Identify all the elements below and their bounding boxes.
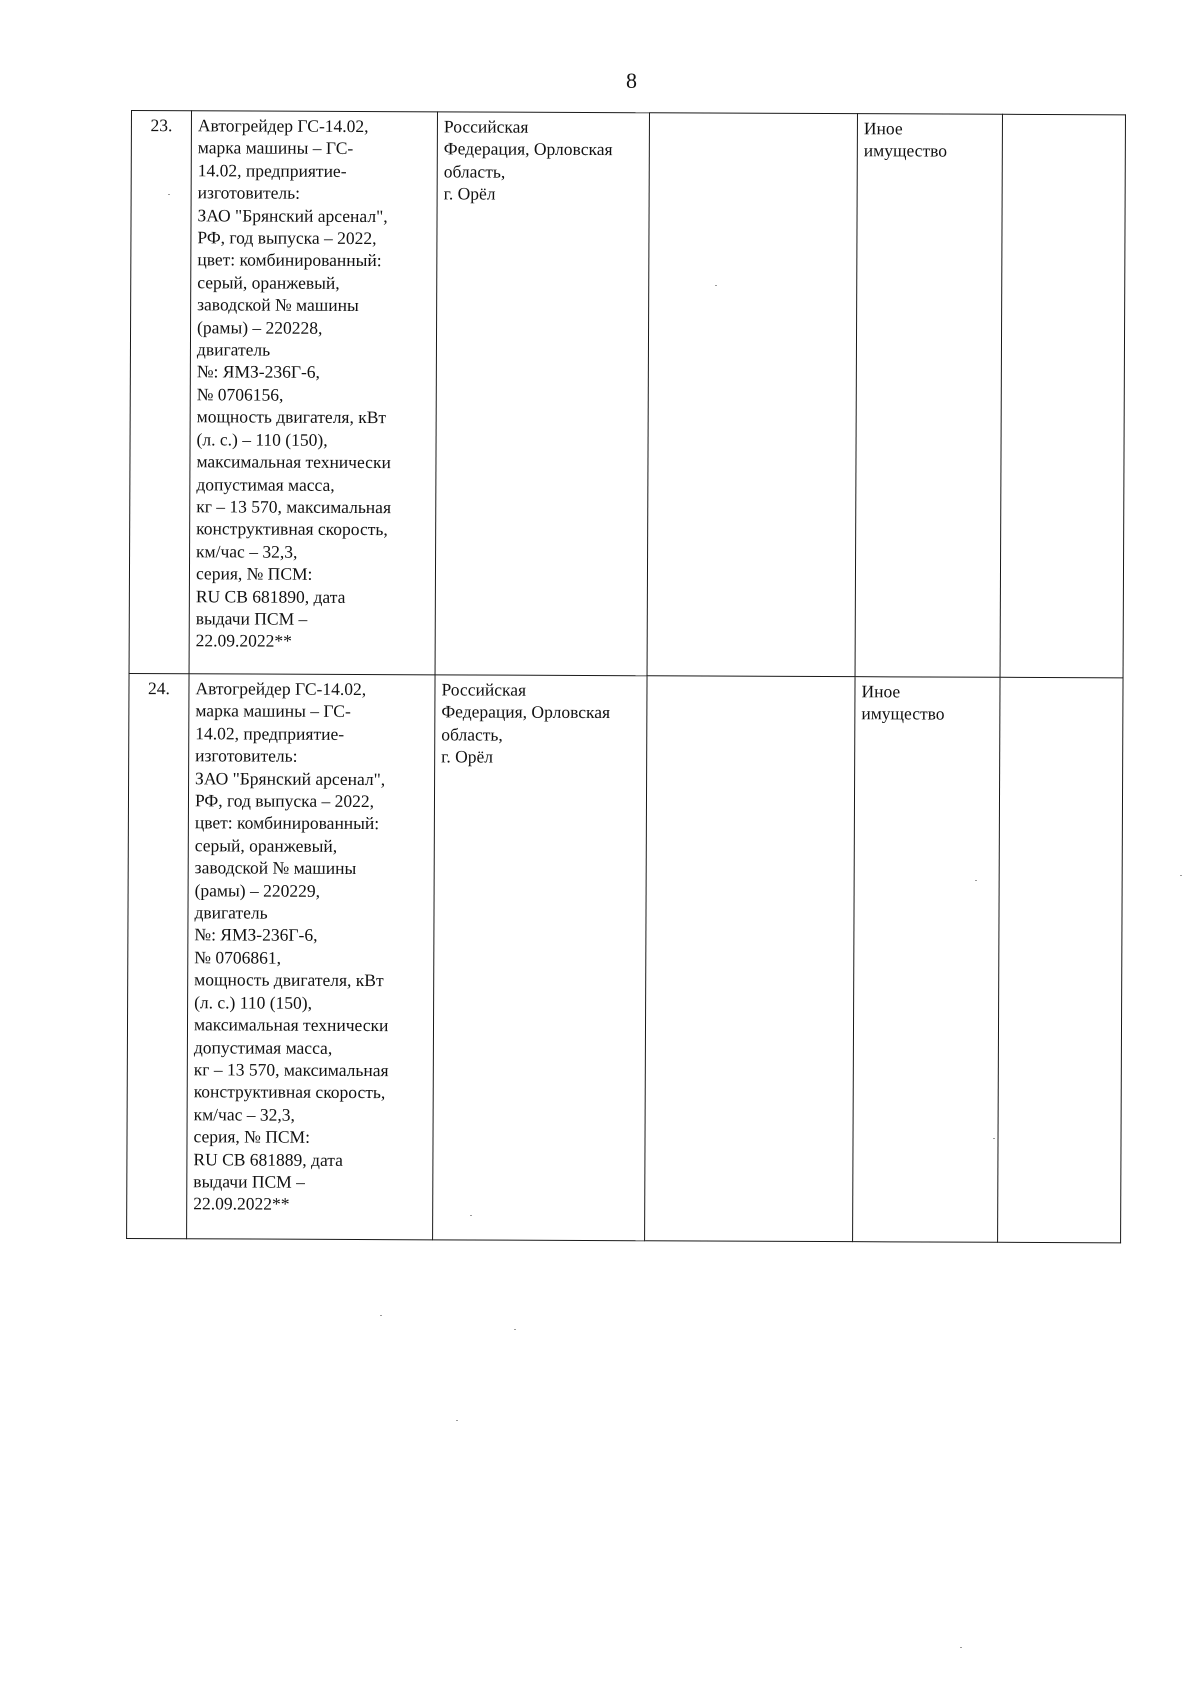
description-line: ЗАО "Брянский арсенал", xyxy=(197,204,388,226)
description-line: марка машины – ГС- xyxy=(195,700,351,722)
description-line: максимальная технически xyxy=(196,451,391,473)
description-line: допустимая масса, xyxy=(193,1036,333,1058)
table-row xyxy=(129,111,1125,678)
empty-cell xyxy=(1000,114,1125,678)
description-line: двигатель xyxy=(196,339,271,360)
row-number-cell: 23. xyxy=(129,111,191,674)
description-line: допустимая масса, xyxy=(196,473,335,495)
description-line: (рамы) – 220228, xyxy=(197,316,323,338)
location-line: область, xyxy=(441,724,503,745)
description-line: марка машины – ГС- xyxy=(197,137,354,159)
description-line: кг – 13 570, максимальная xyxy=(193,1059,389,1081)
description-line: №: ЯМЗ-236Г-6, xyxy=(196,361,320,383)
description-line: выдачи ПСМ – xyxy=(195,608,308,629)
scan-speck xyxy=(514,1329,516,1330)
location-line: Федерация, Орловская xyxy=(441,701,611,723)
property-type-line: Иное xyxy=(861,681,901,702)
scan-speck xyxy=(715,285,717,286)
property-type-line: Иное xyxy=(863,118,903,139)
description-line: 22.09.2022** xyxy=(195,630,292,652)
row-number-cell: 24. xyxy=(127,673,189,1238)
property-type-line: имущество xyxy=(863,140,948,161)
property-type-line: имущество xyxy=(861,703,945,724)
scan-speck xyxy=(168,194,170,195)
description-line: №: ЯМЗ-236Г-6, xyxy=(194,924,318,946)
scan-speck xyxy=(993,1138,995,1139)
scan-speck xyxy=(470,1215,472,1216)
description-line: мощность двигателя, кВт xyxy=(194,969,384,991)
location-cell xyxy=(435,112,649,676)
description-line: серый, оранжевый, xyxy=(197,272,340,293)
description-line: максимальная технически xyxy=(193,1014,389,1036)
description-cell xyxy=(189,111,437,675)
page-number: 8 xyxy=(626,68,637,93)
description-line: 14.02, предприятие- xyxy=(197,160,347,181)
scan-speck xyxy=(1180,875,1182,876)
empty-cell xyxy=(647,113,857,677)
location-cell xyxy=(433,675,647,1241)
location-line: Федерация, Орловская xyxy=(443,138,613,160)
scan-speck xyxy=(975,880,977,881)
description-line: серый, оранжевый, xyxy=(194,835,338,856)
description-line: заводской № машины xyxy=(194,857,357,879)
description-line: выдачи ПСМ – xyxy=(193,1171,305,1192)
description-line: Автогрейдер ГС-14.02, xyxy=(195,678,367,700)
scan-speck xyxy=(960,1647,962,1648)
description-line: км/час – 32,3, xyxy=(193,1104,295,1125)
description-line: Автогрейдер ГС-14.02, xyxy=(197,115,369,137)
description-line: 14.02, предприятие- xyxy=(195,723,345,744)
description-line: двигатель xyxy=(194,902,268,923)
location-line: область, xyxy=(443,161,506,182)
description-line: цвет: комбинированный: xyxy=(194,812,380,834)
location-line: Российская xyxy=(443,116,529,137)
description-line: заводской № машины xyxy=(197,294,359,316)
description-line: кг – 13 570, максимальная xyxy=(196,496,392,518)
description-cell xyxy=(187,674,435,1240)
description-line: серия, № ПСМ: xyxy=(195,563,313,584)
property-table xyxy=(126,110,1126,1243)
property-type-cell xyxy=(855,114,1002,678)
description-line: 22.09.2022** xyxy=(193,1193,290,1215)
empty-cell xyxy=(998,677,1123,1243)
description-line: мощность двигателя, кВт xyxy=(196,406,387,428)
location-line: г. Орёл xyxy=(443,183,496,204)
description-line: конструктивная скорость, xyxy=(196,518,388,540)
description-line: (рамы) – 220229, xyxy=(194,879,321,901)
table-row xyxy=(127,673,1123,1242)
description-line: РФ, год выпуска – 2022, xyxy=(197,227,377,249)
property-type-cell xyxy=(853,677,1000,1243)
description-line: RU CB 681889, дата xyxy=(193,1148,343,1170)
description-line: (л. с.) – 110 (150), xyxy=(196,428,328,450)
location-line: Российская xyxy=(441,679,527,700)
description-line: № 0706861, xyxy=(194,947,282,968)
scan-speck xyxy=(456,1420,458,1421)
scan-speck xyxy=(380,1315,382,1316)
description-line: км/час – 32,3, xyxy=(196,541,298,562)
description-line: конструктивная скорость, xyxy=(193,1081,386,1103)
description-line: № 0706156, xyxy=(196,384,284,405)
description-line: серия, № ПСМ: xyxy=(193,1126,311,1147)
description-line: цвет: комбинированный: xyxy=(197,249,382,271)
description-line: (л. с.) 110 (150), xyxy=(194,991,313,1013)
description-line: изготовитель: xyxy=(195,745,298,766)
location-line: г. Орёл xyxy=(441,746,494,767)
empty-cell xyxy=(645,676,855,1242)
description-line: RU CB 681890, дата xyxy=(195,585,346,607)
description-line: ЗАО "Брянский арсенал", xyxy=(195,767,386,789)
description-line: изготовитель: xyxy=(197,182,301,203)
description-line: РФ, год выпуска – 2022, xyxy=(194,790,375,812)
